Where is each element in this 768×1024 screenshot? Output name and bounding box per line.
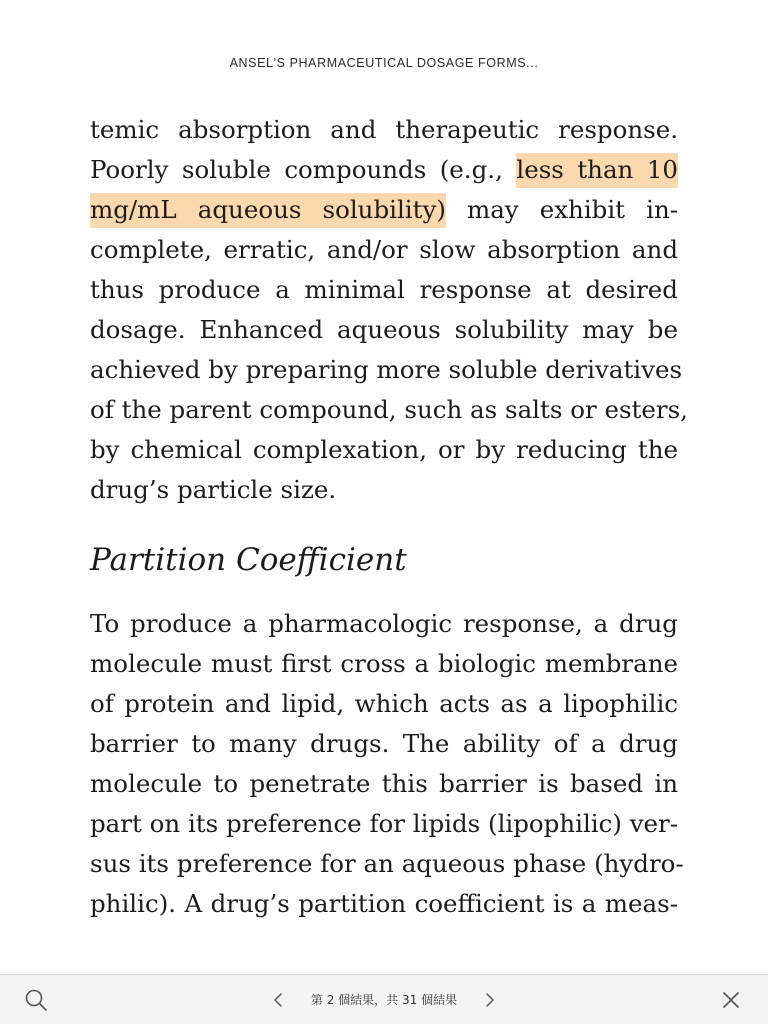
- next-result-button[interactable]: [476, 987, 502, 1013]
- paragraph-partition: [90, 604, 684, 924]
- text-fragment: Poorly soluble compounds (e.g.,: [90, 155, 517, 184]
- paragraph-solubility: [90, 110, 688, 510]
- text-line: philic). A drug’s partition coefficient is a meas-: [90, 889, 678, 918]
- highlighted-text[interactable]: mg/mL aqueous solubility): [90, 193, 446, 228]
- search-icon: [24, 988, 48, 1012]
- search-results-bar: [0, 974, 768, 1024]
- text-line: drug’s particle size.: [90, 475, 337, 504]
- text-line: [90, 150, 678, 190]
- text-line: thus produce a minimal response at desired: [90, 275, 678, 304]
- text-line: temic absorption and therapeutic response.: [90, 115, 678, 144]
- highlighted-text[interactable]: less than 10: [516, 153, 678, 188]
- page-content: [90, 110, 688, 924]
- text-line: [90, 190, 678, 230]
- previous-result-button[interactable]: [266, 987, 292, 1013]
- chevron-left-icon: [272, 992, 286, 1008]
- section-heading: Partition Coefficient: [90, 542, 407, 578]
- text-line: of protein and lipid, which acts as a lipophilic: [90, 689, 678, 718]
- text-line: of the parent compound, such as salts or esters,: [90, 395, 688, 424]
- text-line: barrier to many drugs. The ability of a drug: [90, 729, 678, 758]
- text-line: molecule must first cross a biologic membrane: [90, 649, 678, 678]
- search-result-count: 第 2 個結果，共 31 個結果: [310, 993, 458, 1007]
- text-line: complete, erratic, and/or slow absorption and: [90, 235, 678, 264]
- text-line: part on its preference for lipids (lipophilic) ver-: [90, 809, 679, 838]
- close-search-button[interactable]: [718, 987, 744, 1013]
- search-button[interactable]: [23, 987, 49, 1013]
- chevron-right-icon: [482, 992, 496, 1008]
- book-title-header: ANSEL'S PHARMACEUTICAL DOSAGE FORMS...: [229, 56, 539, 70]
- text-line: molecule to penetrate this barrier is based in: [90, 769, 678, 798]
- text-fragment: may exhibit in-: [445, 195, 679, 224]
- text-line: by chemical complexation, or by reducing the: [90, 435, 678, 464]
- close-icon: [721, 990, 741, 1010]
- text-line: To produce a pharmacologic response, a drug: [90, 609, 678, 638]
- text-line: achieved by preparing more soluble derivatives: [90, 355, 683, 384]
- text-line: sus its preference for an aqueous phase (hydro-: [90, 849, 684, 878]
- text-line: dosage. Enhanced aqueous solubility may be: [90, 315, 678, 344]
